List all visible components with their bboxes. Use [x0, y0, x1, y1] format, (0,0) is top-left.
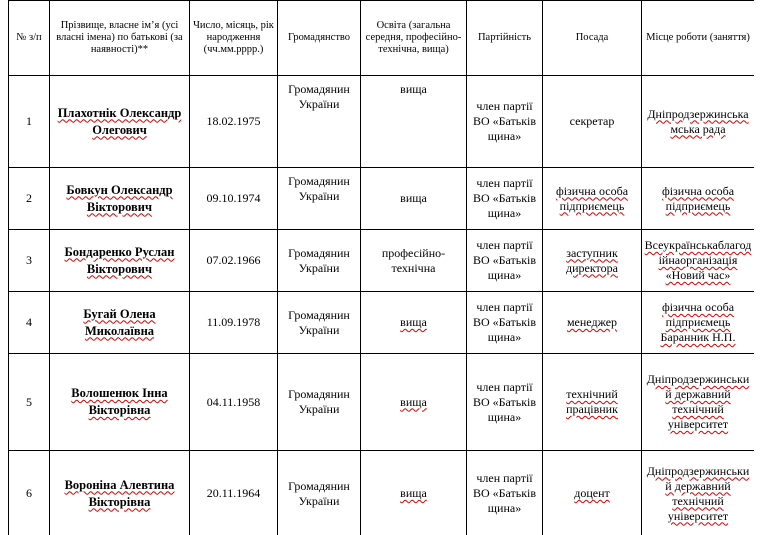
- row-education: вища: [361, 451, 467, 535]
- row-workplace: Дніпродзержинський державний технічний університет: [642, 451, 755, 535]
- row-citizenship: Громадянин України: [278, 168, 361, 230]
- row-name: Вороніна Алевтина Вікторівна: [50, 451, 190, 535]
- candidates-table: [8, 0, 754, 535]
- row-party: член партії ВО «Батьків щина»: [467, 292, 543, 354]
- header-education: Освіта (загальна середня, професійно-технічна, вища): [361, 1, 467, 76]
- row-workplace: Дніпродзержинський державний технічний університет: [642, 354, 755, 451]
- row-name: Бугай Олена Миколаївна: [50, 292, 190, 354]
- table-row: [9, 451, 755, 535]
- row-party: член партії ВО «Батьків щина»: [467, 230, 543, 292]
- row-dob: 11.09.1978: [190, 292, 278, 354]
- row-name: Бовкун Олександр Вікторович: [50, 168, 190, 230]
- row-workplace: фізична особа підприємець Баранник Н.П.: [642, 292, 755, 354]
- row-num: 4: [9, 292, 50, 354]
- row-position: технічний працівник: [543, 354, 642, 451]
- row-education: вища: [361, 168, 467, 230]
- table-row: [9, 292, 755, 354]
- row-dob: 20.11.1964: [190, 451, 278, 535]
- row-num: 6: [9, 451, 50, 535]
- row-citizenship: Громадянин України: [278, 451, 361, 535]
- row-party: член партії ВО «Батьків щина»: [467, 168, 543, 230]
- row-position: секретар: [543, 76, 642, 168]
- row-workplace: фізична особа підприємець: [642, 168, 755, 230]
- header-dob: Число, місяць, рік народження (чч.мм.рррр.): [190, 1, 278, 76]
- row-position: доцент: [543, 451, 642, 535]
- row-num: 1: [9, 76, 50, 168]
- row-citizenship: Громадянин України: [278, 76, 361, 168]
- row-dob: 09.10.1974: [190, 168, 278, 230]
- header-position: Посада: [543, 1, 642, 76]
- row-citizenship: Громадянин України: [278, 230, 361, 292]
- row-num: 2: [9, 168, 50, 230]
- table-row: [9, 230, 755, 292]
- header-citizenship: Громадянство: [278, 1, 361, 76]
- row-num: 3: [9, 230, 50, 292]
- row-name: Плахотнік Олександр Олегович: [50, 76, 190, 168]
- row-education: вища: [361, 354, 467, 451]
- row-education: професійно-технічна: [361, 230, 467, 292]
- header-row: [9, 1, 755, 76]
- table-row: [9, 168, 755, 230]
- header-party: Партійність: [467, 1, 543, 76]
- row-education: вища: [361, 76, 467, 168]
- row-citizenship: Громадянин України: [278, 292, 361, 354]
- header-workplace: Місце роботи (заняття): [642, 1, 755, 76]
- table-row: [9, 354, 755, 451]
- document-sheet: [8, 0, 754, 535]
- row-workplace: Всеукраїнськаблагодійнаорганізація «Новий час»: [642, 230, 755, 292]
- row-num: 5: [9, 354, 50, 451]
- row-name: Волошенюк Інна Вікторівна: [50, 354, 190, 451]
- row-position: фізична особа підприємець: [543, 168, 642, 230]
- header-num: № з/п: [9, 1, 50, 76]
- row-dob: 18.02.1975: [190, 76, 278, 168]
- row-position: заступник директора: [543, 230, 642, 292]
- row-party: член партії ВО «Батьків щина»: [467, 451, 543, 535]
- row-education: вища: [361, 292, 467, 354]
- row-workplace: Дніпродзержинськамська рада: [642, 76, 755, 168]
- row-name: Бондаренко Руслан Вікторович: [50, 230, 190, 292]
- table-row: [9, 76, 755, 168]
- row-citizenship: Громадянин України: [278, 354, 361, 451]
- row-party: член партії ВО «Батьків щина»: [467, 354, 543, 451]
- row-dob: 07.02.1966: [190, 230, 278, 292]
- row-dob: 04.11.1958: [190, 354, 278, 451]
- row-party: член партії ВО «Батьків щина»: [467, 76, 543, 168]
- row-position: менеджер: [543, 292, 642, 354]
- header-name: Прізвище, власне ім’я (усі власні імена) по батькові (за наявності)**: [50, 1, 190, 76]
